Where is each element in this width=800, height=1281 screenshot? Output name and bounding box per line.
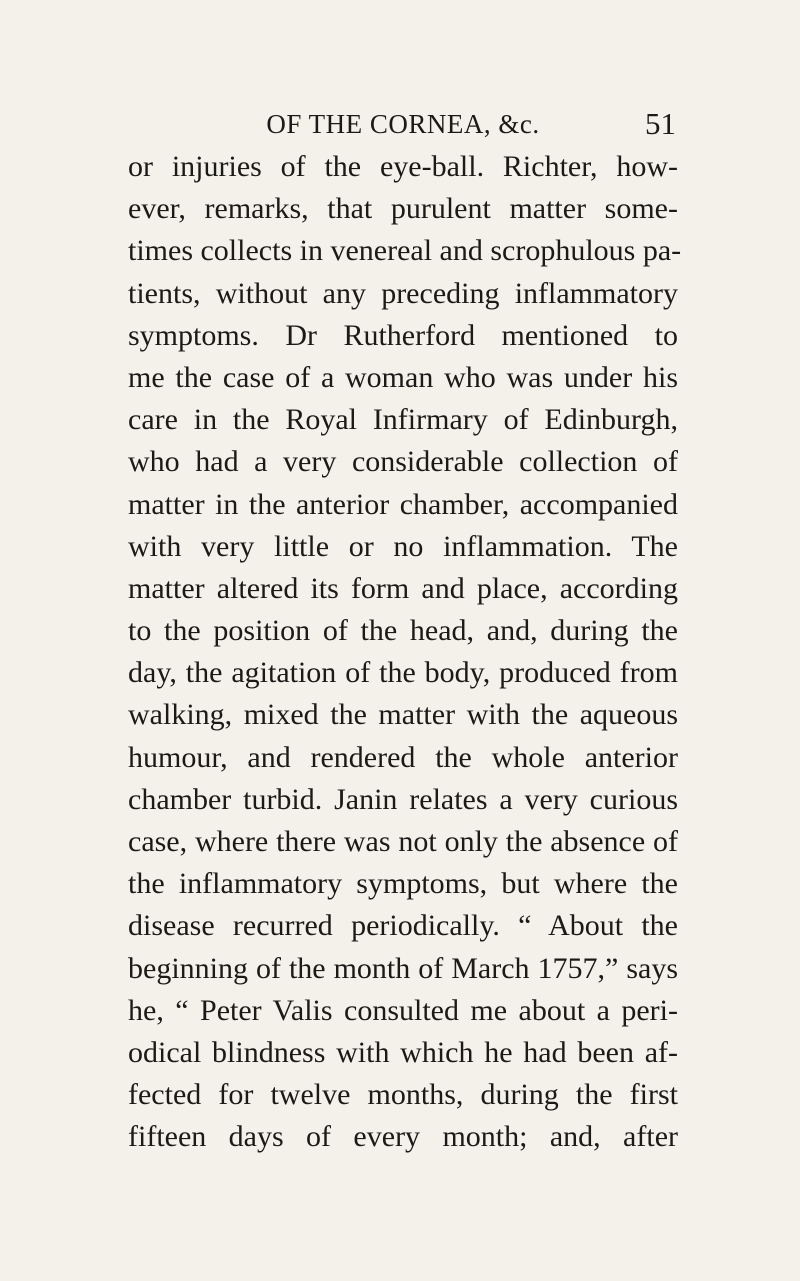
page-number: 51 <box>645 106 676 141</box>
text-line: disease recurred periodically. “ About the <box>128 909 678 943</box>
text-line: fected for twelve months, during the first <box>128 1078 678 1112</box>
text-line: times collects in venereal and scrophulous pa- <box>128 234 682 268</box>
text-line: he, “ Peter Valis consulted me about a peri- <box>128 993 678 1027</box>
text-line: tients, without any preceding inflammatory <box>128 276 678 310</box>
text-line: matter altered its form and place, according <box>128 571 678 605</box>
body-text <box>128 146 682 1159</box>
text-line: beginning of the month of March 1757,” says <box>128 951 678 985</box>
text-line: walking, mixed the matter with the aqueous <box>128 698 678 732</box>
text-line: humour, and rendered the whole anterior <box>128 740 678 774</box>
text-line: day, the agitation of the body, produced from <box>128 656 678 690</box>
text-line: matter in the anterior chamber, accompanied <box>128 487 678 521</box>
text-line: or injuries of the eye-ball. Richter, how- <box>128 150 678 183</box>
text-line: case, where there was not only the absence of <box>128 825 678 858</box>
running-title: OF THE CORNEA, &c. <box>266 109 540 139</box>
text-line: chamber turbid. Janin relates a very curious <box>128 782 678 816</box>
text-line: odical blindness with which he had been af- <box>128 1035 678 1069</box>
text-line: symptoms. Dr Rutherford mentioned to <box>128 318 678 352</box>
text-line: ever, remarks, that purulent matter some- <box>128 192 678 226</box>
text-line: who had a very considerable collection of <box>128 445 678 479</box>
text-line: me the case of a woman who was under his <box>128 360 678 394</box>
text-line: fifteen days of every month; and, after <box>128 1120 678 1154</box>
text-line: with very little or no inflammation. The <box>128 529 678 563</box>
text-line: to the position of the head, and, during the <box>128 614 678 648</box>
text-line: the inflammatory symptoms, but where the <box>128 867 678 901</box>
text-line: care in the Royal Infirmary of Edinburgh, <box>128 403 678 437</box>
running-head <box>130 104 676 144</box>
